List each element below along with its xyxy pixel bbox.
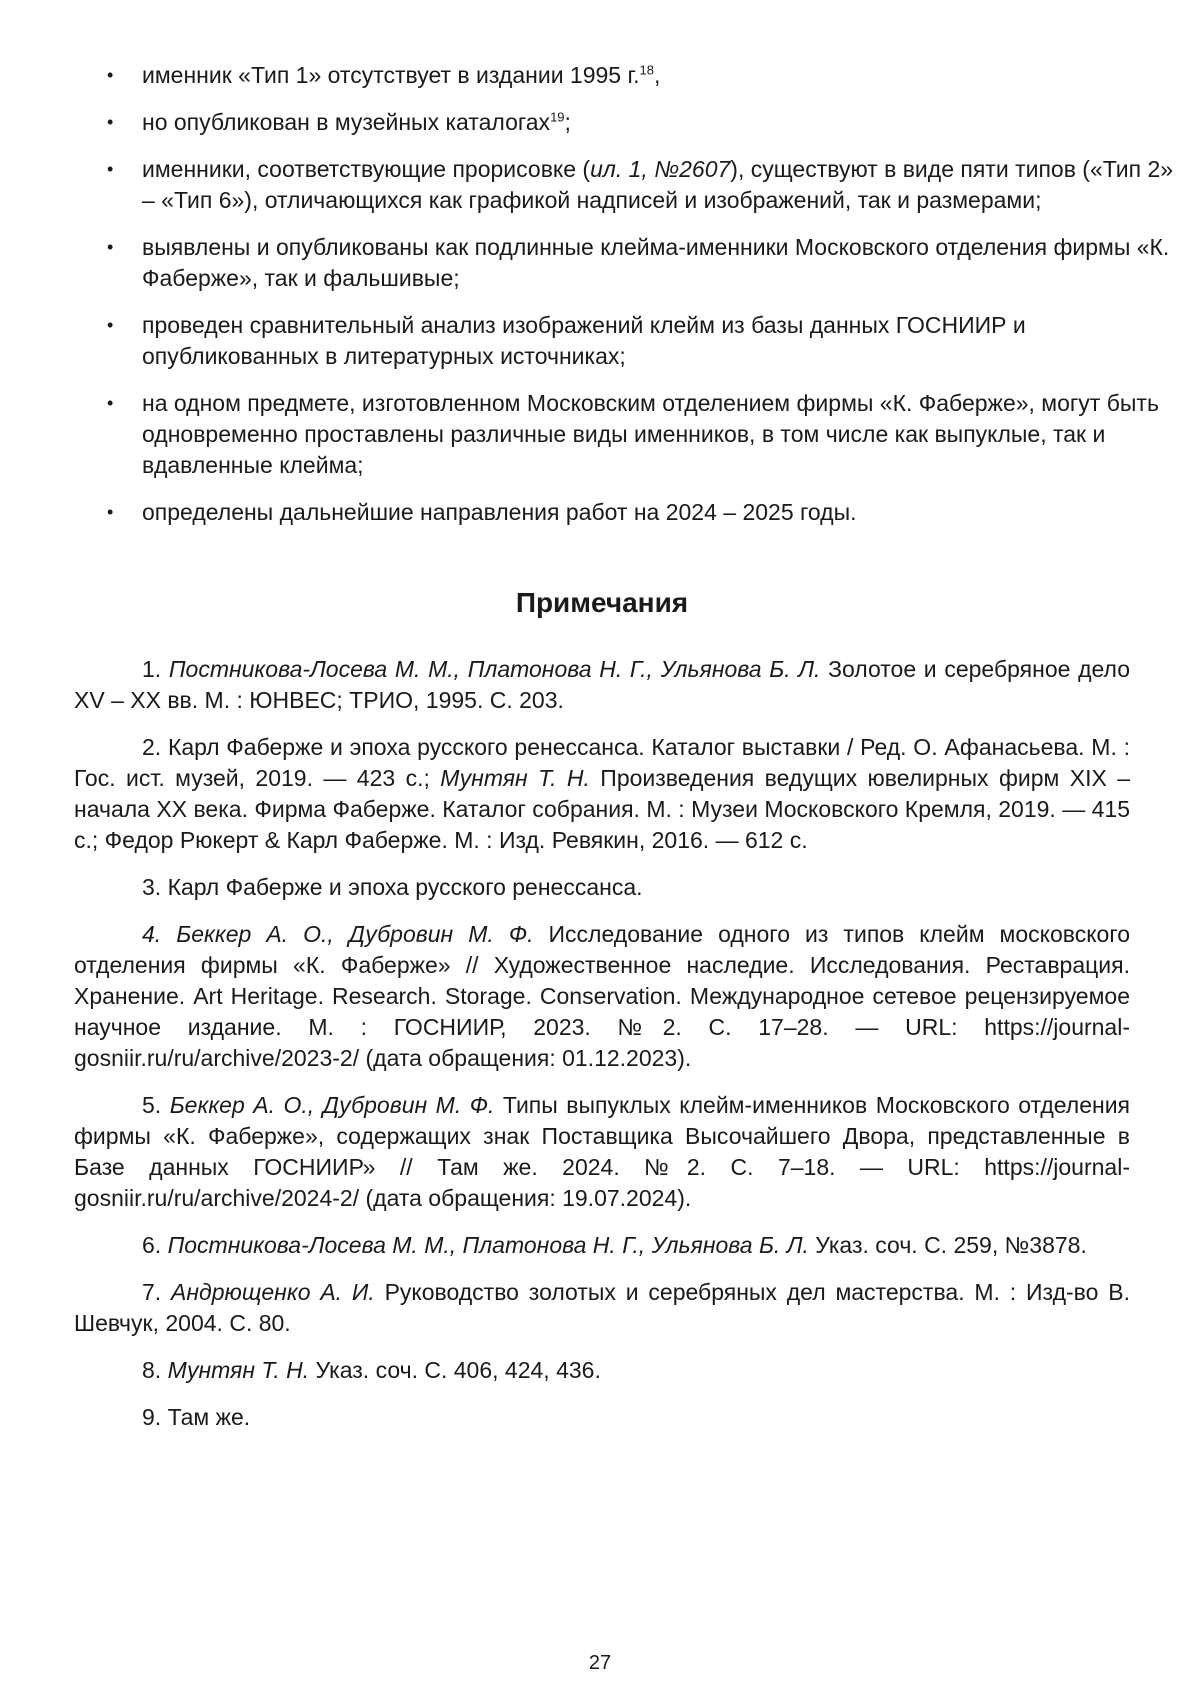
bullet-icon: •	[107, 502, 114, 522]
note-number: 7.	[142, 1279, 172, 1305]
bullet-tail: ,	[653, 62, 661, 88]
list-item	[74, 232, 1182, 294]
bullet-icon: •	[107, 315, 114, 335]
note-authors: Андрющенко А. И.	[171, 1279, 375, 1305]
note-text: Карл Фаберже и эпоха русского ренессанса.	[167, 874, 643, 900]
bullet-icon: •	[107, 237, 114, 257]
bullet-text: проведен сравнительный анализ изображений клейм из базы данных ГОСНИИР и опубликованных в литературных источниках;	[142, 312, 1026, 369]
bullet-tail: ;	[564, 109, 571, 135]
note-number: 5.	[142, 1092, 170, 1118]
bullet-text: ), существуют в виде пяти типов («Тип 2» – «Тип 6»), отличающихся как графикой надписей и изображений, так и размерами;	[142, 156, 1174, 213]
note-number: 3.	[142, 874, 168, 900]
note-number: 4.	[142, 921, 177, 947]
bullet-icon: •	[107, 65, 114, 85]
footnote-ref[interactable]: 19	[550, 109, 565, 125]
page-content	[74, 60, 1174, 1449]
list-item	[74, 497, 1182, 528]
note-text: Карл Фаберже и эпоха русского ренессанса. Каталог выставки / Ред. О. Афанасьева. М. : Гос. ист. музей, 2019. — 423 с.;	[74, 734, 1130, 791]
note-authors: Постникова-Лосева М. М., Платонова Н. Г., Ульянова Б. Л.	[168, 656, 821, 682]
note-authors: Мунтян Т. Н.	[167, 1357, 310, 1383]
list-item	[74, 388, 1182, 481]
list-item	[74, 310, 1182, 372]
note-5	[74, 1090, 1130, 1214]
note-text: Типы выпуклых клейм-именников Московского отделения фирмы «К. Фаберже», содержащих знак Поставщика Высочайшего Двора, представленные в Базе данных ГОСНИИР» // Там же. 2024. №2. С. 7–18. — URL: https://journal-gosniir.ru/ru/archive/2024-2/ (дата обращения: 19.07.2024).	[74, 1092, 1130, 1211]
note-number: 6.	[142, 1232, 168, 1258]
list-item	[74, 60, 1182, 91]
illustration-ref: ил. 1, №2607	[590, 156, 731, 182]
note-authors: Постникова-Лосева М. М., Платонова Н. Г., Ульянова Б. Л.	[167, 1232, 809, 1258]
bullet-text: определены дальнейшие направления работ на 2024 – 2025 годы.	[142, 499, 857, 525]
note-2	[74, 732, 1130, 856]
note-text: Исследование одного из типов клейм московского отделения фирмы «К. Фаберже» // Художественное наследие. Исследования. Реставрация. Хранение. Art Heritage. Research. Storage. Conservation. Международное сетевое рецензируемое научное издание. М. : ГОСНИИР, 2023. №2. С. 17–28. — URL: https://journal-gosniir.ru/ru/archive/2023-2/ (дата обращения: 01.12.2023).	[74, 921, 1130, 1071]
note-text: Произведения ведущих ювелирных фирм XIX – начала XX века. Фирма Фаберже. Каталог собрания. М. : Музеи Московского Кремля, 2019. — 415 с.; Федор Рюкерт & Карл Фаберже. М. : Изд. Ревякин, 2016. — 612 с.	[74, 765, 1130, 853]
bullet-text: выявлены и опубликованы как подлинные клейма-именники Московского отделения фирмы «К. Фаберже», так и фальшивые;	[142, 234, 1170, 291]
note-4	[74, 919, 1130, 1074]
notes-list	[74, 654, 1130, 1433]
bullet-icon: •	[107, 159, 114, 179]
bullet-icon: •	[107, 393, 114, 413]
footnote-ref[interactable]: 18	[639, 62, 654, 78]
bullet-text: но опубликован в музейных каталогах	[142, 109, 551, 135]
note-text: Руководство золотых и серебряных дел мастерства. М. : Изд-во В. Шевчук, 2004. С. 80.	[74, 1279, 1130, 1336]
bullet-text: именник «Тип 1» отсутствует в издании 1995 г.	[142, 62, 640, 88]
note-text: Золотое и серебряное дело XV – XX вв. М. : ЮНВЕС; ТРИО, 1995. С. 203.	[74, 656, 1130, 713]
list-item	[74, 107, 1182, 138]
note-authors: Мунтян Т. Н.	[440, 765, 590, 791]
note-authors: Беккер А. О., Дубровин М. Ф.	[169, 1092, 495, 1118]
bullet-text: на одном предмете, изготовленном Московским отделением фирмы «К. Фаберже», могут быть одновременно проставлены различные виды именников, в том числе как выпуклые, так и вдавленные клейма;	[142, 390, 1159, 478]
note-9	[74, 1402, 1130, 1433]
page-number: 27	[588, 1652, 612, 1674]
note-number: 8.	[142, 1357, 168, 1383]
note-6	[74, 1230, 1130, 1261]
list-item	[74, 154, 1182, 216]
note-authors: Беккер А. О., Дубровин М. Ф.	[176, 921, 534, 947]
conclusions-list	[74, 60, 1174, 528]
note-8	[74, 1355, 1130, 1386]
note-7	[74, 1277, 1130, 1339]
note-number: 9.	[142, 1404, 168, 1430]
note-number: 2.	[142, 734, 168, 760]
note-text: Указ. соч. С. 259, №3878.	[808, 1232, 1087, 1258]
note-text: Там же.	[167, 1404, 251, 1430]
bullet-icon: •	[107, 112, 114, 132]
note-text: Указ. соч. С. 406, 424, 436.	[309, 1357, 601, 1383]
note-1	[74, 654, 1130, 716]
note-3	[74, 872, 1130, 903]
note-number: 1.	[142, 656, 169, 682]
bullet-text: именники, соответствующие прорисовке (	[142, 156, 591, 182]
notes-heading: Примечания	[515, 587, 689, 618]
